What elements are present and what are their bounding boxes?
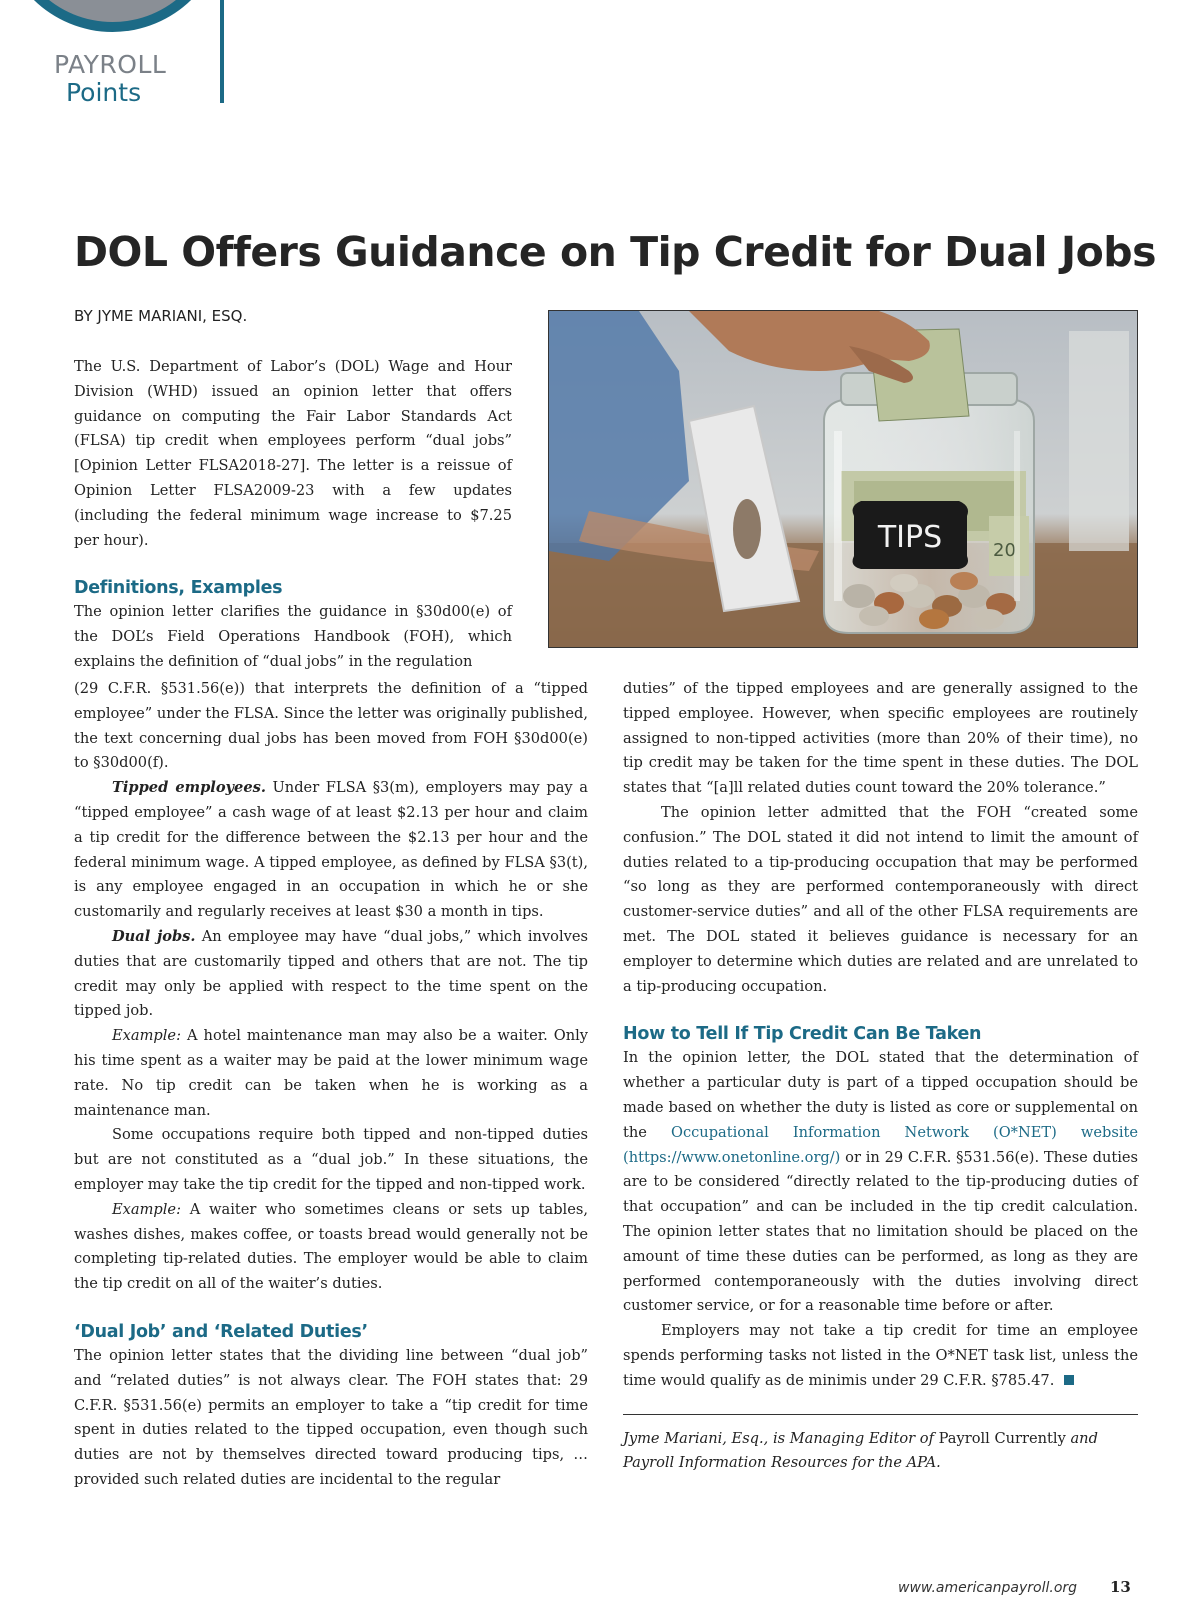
brand-payroll-label: PAYROLL — [54, 50, 167, 79]
section-heading-definitions: Definitions, Examples — [74, 578, 283, 599]
article-column-left-top — [74, 355, 512, 675]
tipped-employees-text: Under FLSA §3(m), employers may pay a “tipped employee” a cash wage of at least $2.13 per hour and claim a tip credit for the difference between the $2.13 per hour and the federal minimum wage. A tipped employee, as defined by FLSA §3(t), is any employee engaged in an occupation in which he or she customarily and regularly receives at least $30 a month in tips. — [74, 779, 588, 921]
example-text: A hotel maintenance man may also be a waiter. Only his time spent as a waiter may be paid at the lower minimum wage rate. No tip credit can be taken when he is working as a maintenance man. — [74, 1027, 588, 1119]
example-maintenance-paragraph — [74, 1024, 588, 1123]
dual-jobs-lead: Dual jobs. — [112, 927, 196, 945]
dual-jobs-text: An employee may have “dual jobs,” which involves duties that are customarily tipped and others that are not. The tip credit may only be applied with respect to the time spent on the tipped job. — [74, 927, 588, 1020]
brand-logo-arc — [0, 0, 225, 32]
jar-label: TIPS — [877, 520, 943, 555]
onet-text-end: or in 29 C.F.R. §531.56(e). These duties are to be considered “directly related to the tip-producing duties of that occupation” and can be included in the tip credit calculation. The opinion letter states that no limitation should be placed on the amount of time these duties can be performed, as long as they are performed contemporaneously with the duties involving direct customer service, or for a reasonable time before or after. — [623, 1148, 1138, 1315]
tipped-employees-lead: Tipped employees. — [112, 779, 266, 797]
author-bio-text-end: and Payroll Information Resources for the APA. — [623, 1429, 1098, 1472]
author-bio-text: Jyme Mariani, Esq., is Managing Editor of — [623, 1429, 939, 1447]
confusion-paragraph: The opinion letter admitted that the FOH “created some confusion.” The DOL stated it did not intend to limit the amount of duties related to a tip-producing occupation that may be performed “so long as they are performed contemporaneously with direct customer-service duties” and all of the other FLSA requirements are met. The DOL stated it believes guidance is necessary for an employer to determine which duties are related and are unrelated to a tip-producing occupation. — [623, 803, 1138, 995]
author-bio — [623, 1427, 1138, 1477]
onet-link[interactable]: Occupational Information Network (O*NET) website (https://www.onetonline.org/) — [623, 1123, 1139, 1166]
example-lead: Example: — [112, 1027, 181, 1045]
author-bio-publication: Payroll Currently — [938, 1429, 1066, 1447]
brand-points-label: Points — [66, 78, 142, 107]
article-byline: BY JYME MARIANI, ESQ. — [74, 307, 248, 325]
example-text: A waiter who sometimes cleans or sets up tables, washes dishes, makes coffee, or toasts bread would generally not be completing tip-related duties. The employer would be able to claim the tip credit on all of the waiter’s duties. — [74, 1200, 588, 1293]
brand-divider — [220, 0, 224, 103]
example-waiter-paragraph — [74, 1198, 588, 1297]
section-heading-dual-job: ‘Dual Job’ and ‘Related Duties’ — [74, 1321, 368, 1342]
article-column-right — [623, 677, 1138, 1476]
article-column-left — [74, 677, 588, 1493]
intro-paragraph: The U.S. Department of Labor’s (DOL) Wage and Hour Division (WHD) issued an opinion letter that offers guidance on computing the Fair Labor Standards Act (FLSA) tip credit when employees perform “dual jobs” [Opinion Letter FLSA2018-27]. The letter is a reissue of Opinion Letter FLSA2009-23 with a few updates (including the federal minimum wage increase to $7.25 per hour). — [74, 358, 512, 549]
definitions-paragraph-continued: (29 C.F.R. §531.56(e)) that interprets the definition of a “tipped employee” under the FLSA. Since the letter was originally published, the text concerning dual jobs has been moved from FOH §30d00(e) to §30d00(f). — [74, 680, 588, 772]
footer-website[interactable]: www.americanpayroll.org — [898, 1580, 1078, 1596]
tip-jar-photo — [548, 310, 1138, 648]
page-number: 13 — [1110, 1578, 1131, 1596]
example-lead: Example: — [112, 1200, 181, 1218]
employers-paragraph — [623, 1319, 1138, 1393]
dual-job-paragraph-continued: duties” of the tipped employees and are generally assigned to the tipped employee. However, when specific employees are routinely assigned to non-tipped activities (more than 20% of their time), no tip credit may be taken for the time spent in these duties. The DOL states that “[a]ll related duties count toward the 20% tolerance.” — [623, 680, 1138, 797]
onet-text-start: In the opinion letter, the DOL stated that the determination of whether a particular duty is part of a tipped occupation should be made based on whether the duty is listed as core or supplemental on the — [623, 1049, 1138, 1141]
onet-paragraph — [623, 1046, 1138, 1319]
tipped-employees-paragraph — [74, 776, 588, 925]
dual-jobs-paragraph — [74, 925, 588, 1024]
article-title: DOL Offers Guidance on Tip Credit for Dual Jobs — [74, 228, 1157, 276]
bill-denomination: 20 — [993, 540, 1016, 561]
end-of-article-mark — [1064, 1375, 1074, 1385]
some-occupations-paragraph: Some occupations require both tipped and non-tipped duties but are not constituted as a “dual job.” In these situations, the employer may take the tip credit for the tipped and non-tipped work. — [74, 1126, 588, 1193]
bio-divider — [623, 1414, 1138, 1415]
dual-job-paragraph: The opinion letter states that the dividing line between “dual job” and “related duties” is not always clear. The FOH states that: 29 C.F.R. §531.56(e) permits an employer to take a “tip credit for time spent in duties related to the tipped occupation, even though such duties are not by themselves directed toward producing tips, … provided such related duties are incidental to the regular — [74, 1346, 588, 1488]
employers-text: Employers may not take a tip credit for time an employee spends performing tasks not listed in the O*NET task list, unless the time would qualify as de minimis under 29 C.F.R. §785.47. — [623, 1322, 1138, 1389]
section-heading-how-to-tell: How to Tell If Tip Credit Can Be Taken — [623, 1024, 982, 1045]
definitions-paragraph-start: The opinion letter clarifies the guidance in §30d00(e) of the DOL’s Field Operations Handbook (FOH), which explains the definition of “dual jobs” in the regulation — [74, 603, 512, 670]
